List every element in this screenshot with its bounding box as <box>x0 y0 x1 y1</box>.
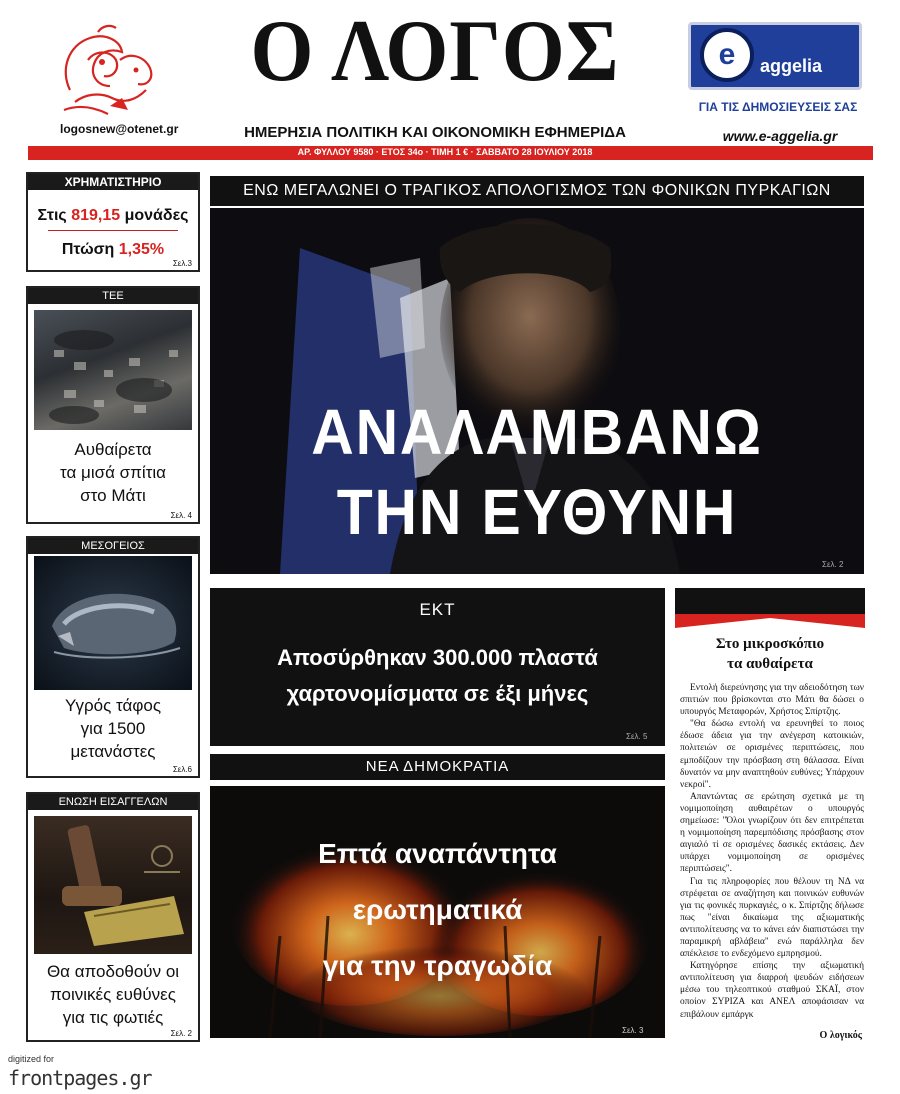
lead-headline-line-1: ΑΝΑΛΑΜΒΑΝΩ <box>311 396 763 468</box>
tee-header: ΤΕΕ <box>28 288 198 304</box>
tee-line-2: τα μισά σπίτια <box>60 463 166 482</box>
column-paragraph-2: "Θα δώσω εντολή να ερευνηθεί το ποιος έδωσε άδεια για την ανέγερση κατοικιών, πολιτειών σε ορισμένες περιπτώσεις, που εμποδίζουν την πρόσβαση στη θάλασσα. Είναι δυνατόν να μην αναπτηθούν ευθύνες; Υπάρχουν νεκροί". <box>680 719 864 790</box>
eaggelia-logo-icon: e <box>700 28 754 82</box>
ecb-kicker: ΕΚΤ <box>419 600 456 619</box>
column-header-band <box>675 588 865 616</box>
issue-info: ΑΡ. ΦΥΛΛΟΥ 9580 · ΕΤΟΣ 34ο · ΤΙΜΗ 1 € · ΣΑΒΒΑΤΟ 28 ΙΟΥΛΙΟΥ 2018 <box>297 147 593 157</box>
column-paragraph-4: Για τις πληροφορίες που θέλουν τη ΝΔ να στρέφεται σε αναζήτηση και ποινικών ευθυνών για τις φονικές πυρκαγιές, ο κ. Σπίρτζης δήλωσε πως "είναι δικαίωμα της αξιωματικής αντιπολίτευσης να το κάνει εάν διαπιστώσει την παραμικρή αβλάβεια" ενώ παράλληλα δεν απέκλεισε το ενδεχόμενο εμπρησμού. <box>680 876 864 960</box>
aerial-burnt-town-photo <box>34 310 192 430</box>
contact-email: logosnew@otenet.gr <box>60 122 179 136</box>
stock-header: ΧΡΗΜΑΤΙΣΤΗΡΙΟ <box>28 174 198 190</box>
lead-kicker: ΕΝΩ ΜΕΓΑΛΩΝΕΙ Ο ΤΡΑΓΙΚΟΣ ΑΠΟΛΟΓΙΣΜΟΣ ΤΩΝ ΦΟΝΙΚΩΝ ΠΥΡΚΑΓΙΩΝ <box>210 176 864 206</box>
mesogeios-header: ΜΕΣΟΓΕΙΟΣ <box>28 538 198 554</box>
newspaper-title: Ο ΛΟΓΟΣ <box>250 3 620 100</box>
mesogeios-line-2: για 1500 <box>80 719 146 738</box>
lead-headline <box>236 392 838 552</box>
stock-drop: Πτώση 1,35% <box>61 241 165 258</box>
newspaper-logo-art <box>50 20 160 120</box>
lead-page-ref: Σελ. 2 <box>822 560 844 569</box>
column-red-chevron <box>675 614 865 628</box>
watermark-site[interactable]: frontpages.gr <box>8 1066 152 1090</box>
column-paragraph-5: Κατηγόρησε επίσης την αξιωματική αντιπολίτευση για διαρροή ψευδών ειδήσεων μέσω του τηλεοπτικού σταθμού ΣΚΑΪ, στον οποίον ΣΥΡΙΖΑ και ΑΝΕΛ αποφάσισαν να επιβάλουν εμπάργκ <box>680 961 864 1020</box>
tee-line-3: στο Μάτι <box>80 486 146 505</box>
ecb-headline-line-2: χαρτονομίσματα σε έξι μήνες <box>286 681 589 706</box>
stock-box[interactable] <box>26 172 200 272</box>
column-paragraph-1: Εντολή διερεύνησης για την αδειοδότηση των σπιτιών που βρίσκονται στο Μάτι θα δώσει ο υπουργός Μεταφορών, Χρήστος Σπίρτζης. <box>680 683 864 718</box>
mesogeios-box[interactable] <box>26 536 200 778</box>
mesogeios-line-1: Υγρός τάφος <box>64 696 162 715</box>
nd-headline-line-2: ερωτηματικά <box>352 894 523 925</box>
prosecutors-box[interactable] <box>26 792 200 1042</box>
eaggelia-brand: aggelia <box>760 56 823 76</box>
gavel-and-money-photo <box>34 816 192 954</box>
column-title <box>675 634 865 674</box>
newspaper-subtitle: ΗΜΕΡΗΣΙΑ ΠΟΛΙΤΙΚΗ ΚΑΙ ΟΙΚΟΝΟΜΙΚΗ ΕΦΗΜΕΡΙΔΑ <box>244 124 626 141</box>
stock-points: Στις 819,15 μονάδες <box>37 207 189 224</box>
column-title-line-2: τα αυθαίρετα <box>727 656 813 672</box>
tee-box[interactable] <box>26 286 200 524</box>
column-paragraph-3: Απαντώντας σε ερώτηση σχετικά με τη νομιμοποίηση αυθαιρέτων ο υπουργός σημείωσε: "Όλοι γνωρίζουν ότι δεν επιτρέπεται η νομιμοποίηση παρεμπόδισης πρόσβασης στον αιγιαλό τί σε ορισμένες δασικές εκτάσεις. Δεν υπάρχει νομιμοποίηση σε ορισμένες περιπτώσεις". <box>680 791 864 875</box>
capsized-boat-photo <box>34 556 192 690</box>
prosecutors-page-ref: Σελ. 2 <box>170 1029 192 1038</box>
eaggelia-url[interactable]: www.e-aggelia.gr <box>722 128 838 144</box>
nd-page-ref: Σελ. 3 <box>622 1026 644 1035</box>
column-title-line-1: Στο μικροσκόπιο <box>715 636 825 652</box>
nd-headline-line-1: Επτά αναπάντητα <box>318 838 557 869</box>
prosecutors-line-2: ποινικές ευθύνες <box>50 985 176 1004</box>
tee-line-1: Αυθαίρετα <box>74 440 152 459</box>
column-signature: Ο λογικός <box>819 1030 862 1041</box>
mesogeios-line-3: μετανάστες <box>70 742 156 761</box>
nd-headline <box>210 826 665 994</box>
stock-page-ref: Σελ.3 <box>172 259 192 268</box>
prosecutors-line-3: για τις φωτιές <box>62 1008 164 1027</box>
mesogeios-page-ref: Σελ.6 <box>172 765 192 774</box>
tee-page-ref: Σελ. 4 <box>170 511 192 520</box>
prosecutors-header: ΕΝΩΣΗ ΕΙΣΑΓΓΕΛΩΝ <box>28 794 198 810</box>
nd-headline-line-3: για την τραγωδία <box>322 950 553 981</box>
lead-headline-line-2: ΤΗΝ ΕΥΘΥΝΗ <box>336 476 738 548</box>
ecb-headline-line-1: Αποσύρθηκαν 300.000 πλαστά <box>277 645 598 670</box>
eaggelia-tagline: ΓΙΑ ΤΙΣ ΔΗΜΟΣΙΕΥΣΕΙΣ ΣΑΣ <box>698 100 858 114</box>
column-body <box>680 682 864 1021</box>
prosecutors-line-1: Θα αποδοθούν οι <box>46 962 180 981</box>
ecb-page-ref: Σελ. 5 <box>626 732 648 741</box>
ecb-headline <box>210 640 665 712</box>
nd-kicker: ΝΕΑ ΔΗΜΟΚΡΑΤΙΑ <box>210 754 665 780</box>
stock-divider <box>48 230 178 231</box>
watermark-caption: digitized for <box>8 1054 55 1064</box>
